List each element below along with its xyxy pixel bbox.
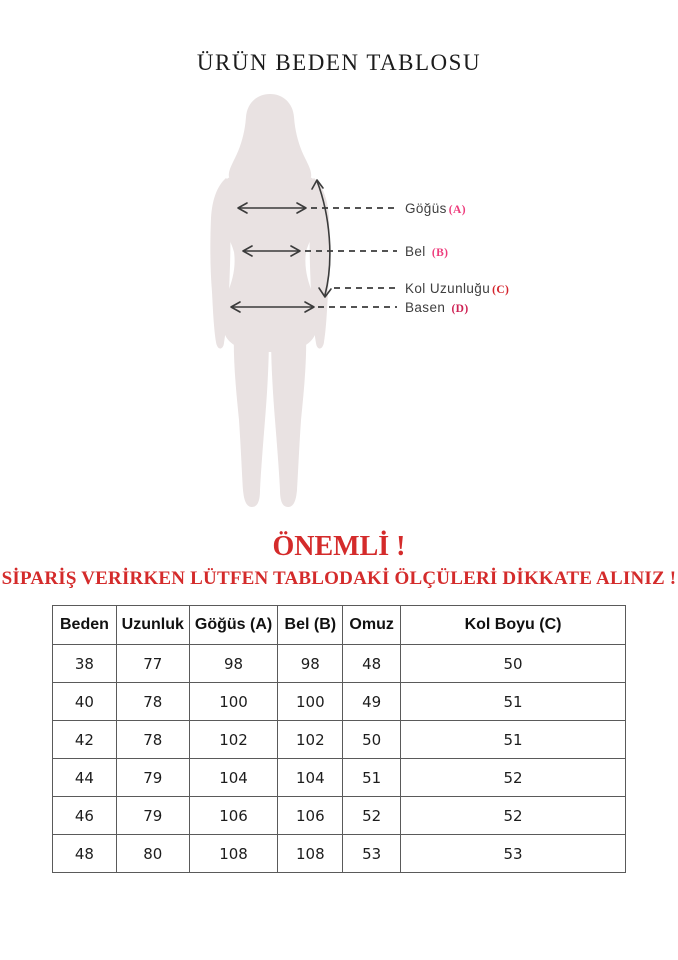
measurement-code: (D)	[451, 303, 469, 315]
table-row	[53, 835, 626, 873]
cell-beden: 48	[53, 835, 117, 873]
table-row	[53, 645, 626, 683]
cell-bel: 100	[278, 683, 343, 721]
measurement-label-text: Göğüs	[405, 201, 447, 216]
measurement-label-waist	[405, 243, 448, 260]
measurement-code: (C)	[492, 284, 510, 296]
size-table	[52, 605, 626, 873]
cell-kol-boyu: 52	[401, 797, 626, 835]
measurement-label-hip	[405, 299, 469, 316]
important-heading: ÖNEMLİ !	[272, 531, 406, 562]
cell-beden: 40	[53, 683, 117, 721]
page-title: ÜRÜN BEDEN TABLOSU	[196, 50, 482, 75]
cell-beden: 44	[53, 759, 117, 797]
cell-gogus: 104	[189, 759, 278, 797]
cell-uzunluk: 79	[116, 759, 189, 797]
female-silhouette	[210, 94, 329, 507]
cell-omuz: 49	[343, 683, 401, 721]
cell-kol-boyu: 50	[401, 645, 626, 683]
col-header-gogus: Göğüs (A)	[189, 606, 278, 645]
measurement-code: (B)	[431, 247, 449, 259]
cell-gogus: 100	[189, 683, 278, 721]
cell-gogus: 98	[189, 645, 278, 683]
silhouette-head-hair	[229, 94, 311, 180]
cell-gogus: 102	[189, 721, 278, 759]
col-header-uzunluk: Uzunluk	[116, 606, 189, 645]
cell-omuz: 53	[343, 835, 401, 873]
silhouette-torso	[219, 172, 321, 353]
cell-kol-boyu: 53	[401, 835, 626, 873]
cell-gogus: 108	[189, 835, 278, 873]
cell-bel: 98	[278, 645, 343, 683]
col-header-bel: Bel (B)	[278, 606, 343, 645]
silhouette-left-leg	[234, 330, 269, 507]
size-table-header-row	[53, 606, 626, 645]
table-row	[53, 683, 626, 721]
cell-uzunluk: 80	[116, 835, 189, 873]
col-header-omuz: Omuz	[343, 606, 401, 645]
measurement-label-text: Bel	[405, 244, 426, 259]
table-row	[53, 759, 626, 797]
measurement-label-sleeve	[405, 280, 509, 297]
cell-kol-boyu: 52	[401, 759, 626, 797]
measurement-code: (A)	[448, 204, 466, 216]
measurement-label-text: Kol Uzunluğu	[405, 281, 491, 296]
cell-uzunluk: 78	[116, 721, 189, 759]
cell-uzunluk: 78	[116, 683, 189, 721]
col-header-kol-boyu: Kol Boyu (C)	[401, 606, 626, 645]
table-row	[53, 721, 626, 759]
cell-beden: 42	[53, 721, 117, 759]
table-row	[53, 797, 626, 835]
cell-uzunluk: 77	[116, 645, 189, 683]
order-warning-text: SİPARİŞ VERİRKEN LÜTFEN TABLODAKİ ÖLÇÜLERİ DİKKATE ALINIZ !	[1, 568, 677, 589]
cell-kol-boyu: 51	[401, 721, 626, 759]
cell-omuz: 51	[343, 759, 401, 797]
cell-bel: 102	[278, 721, 343, 759]
cell-beden: 38	[53, 645, 117, 683]
measurement-label-text: Basen	[405, 300, 446, 315]
cell-kol-boyu: 51	[401, 683, 626, 721]
cell-bel: 104	[278, 759, 343, 797]
measurement-label-chest	[405, 200, 466, 217]
cell-omuz: 50	[343, 721, 401, 759]
cell-omuz: 48	[343, 645, 401, 683]
cell-bel: 106	[278, 797, 343, 835]
cell-uzunluk: 79	[116, 797, 189, 835]
cell-beden: 46	[53, 797, 117, 835]
cell-gogus: 106	[189, 797, 278, 835]
cell-omuz: 52	[343, 797, 401, 835]
cell-bel: 108	[278, 835, 343, 873]
col-header-beden: Beden	[53, 606, 117, 645]
silhouette-right-leg	[271, 330, 306, 507]
